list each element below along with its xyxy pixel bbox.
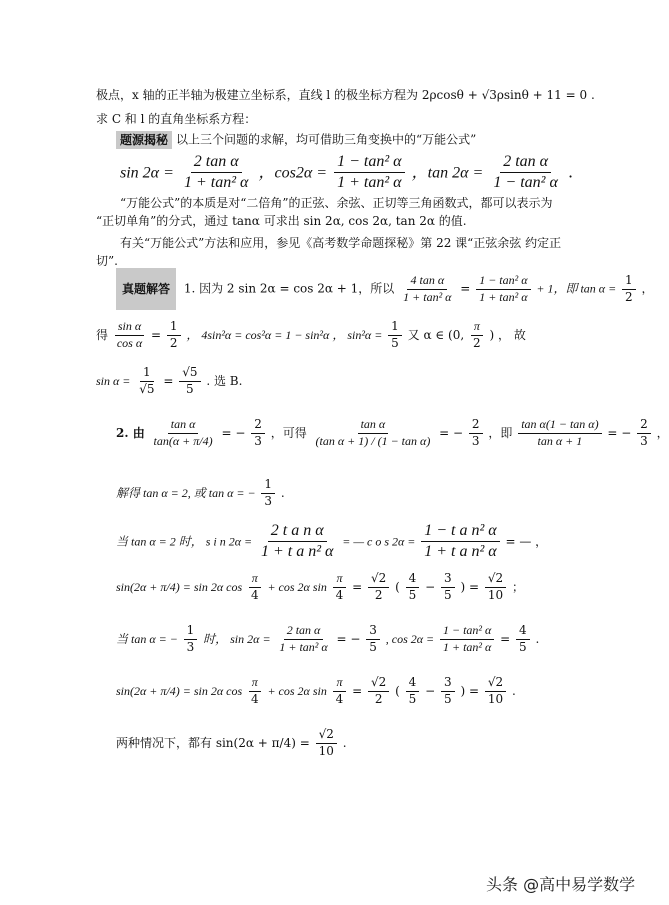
fraction: $\frac{\text{2 tan α}}{\text{1 + tan² α}}$ xyxy=(183,153,249,192)
fraction: $\frac{1}{√5}$ xyxy=(139,365,155,396)
fraction: $\frac{3}{5}$ xyxy=(441,572,455,603)
fraction: $\frac{\pi}{4}$ xyxy=(248,676,262,707)
fraction: $\frac{\text{2 tan α}}{\text{1 − tan² α}}$ xyxy=(493,153,558,192)
fraction: $\frac{1}{5}$ xyxy=(388,320,402,351)
answer-line-2: 得 $\frac{\text{sin α}}{\text{cos α}}$ = $\frac{1}{2}$ ， 4sin²α = cos²α = 1 − sin²α ， sin²α = $\frac{1}{5}$ 又 α ∈ (0, $\frac{\pi}{2}$ ) ， 故 xyxy=(96,319,526,350)
fraction: $\frac{\text{tan α(1 − tan α)}}{\text{tan α + 1}}$ xyxy=(518,418,601,449)
fraction: $\frac{1}{2}$ xyxy=(622,274,636,305)
fraction: $\frac{\pi}{4}$ xyxy=(248,572,262,603)
fraction: $\frac{4}{5}$ xyxy=(516,624,530,655)
fraction: $\frac{\text{tan α}}{\tan(\alpha + \pi/4)}$ xyxy=(153,417,213,448)
fraction: $\frac{3}{5}$ xyxy=(366,624,380,655)
answer-line-1: 真题解答 1. 因为 2 sin 2α = cos 2α + 1，所以 $\frac{\text{4 tan α}}{\text{1 + tan² α}}$ = $\frac{\text{1 − tan² α}}{\text{1 + tan² α}}$ + 1，即 tan α = $\frac{1}{2}$ ， xyxy=(116,268,654,310)
answer2-line-5: 当 tan α = − $\frac{1}{3}$ 时， sin 2α = $\frac{\text{2 tan α}}{\text{1 + tan² α}}$ = − $\frac{3}{5}$ , cos 2α = $\frac{\text{1 − tan² α}}{\text{1 + tan² α}}$ = $\frac{4}{5}$ . xyxy=(116,623,540,654)
fraction: $\frac{3}{5}$ xyxy=(441,676,455,707)
fraction: $\frac{\text{2 t a n α}}{\text{1 + t a n² α}}$ xyxy=(260,522,334,561)
watermark: 头条 @高中易学数学 xyxy=(486,875,636,894)
source-reveal-line: 题源揭秘 以上三个问题的求解，均可借助三角变换中的“万能公式” xyxy=(116,131,476,149)
fraction: $\frac{√2}{2}$ xyxy=(368,572,389,603)
answer2-line-6: sin(2α + π/4) = sin 2α cos $\frac{\pi}{4}$ + cos 2α sin $\frac{\pi}{4}$ = $\frac{√2}{2}$ ( $\frac{4}{5}$ − $\frac{3}{5}$ ) = $\frac{√2}{10}$ . xyxy=(116,675,516,706)
para-line-4: 切”. xyxy=(96,254,118,268)
para-line-3: 有关“万能公式”方法和应用，参见《高考数学命题探秘》第 22 课“正弦余弦 约定正 xyxy=(120,236,562,250)
fraction: $\frac{4}{5}$ xyxy=(406,572,420,603)
para-line-1: “万能公式”的本质是对“二倍角”的正弦、余弦、正切等三角函数式，都可以表示为 xyxy=(120,196,553,210)
fraction: $\frac{2}{3}$ xyxy=(637,418,651,449)
source-tag: 题源揭秘 xyxy=(116,131,172,149)
fraction: $\frac{\pi}{4}$ xyxy=(333,572,347,603)
fraction: $\frac{\text{1 − t a n² α}}{\text{1 + t a n² α}}$ xyxy=(421,522,499,562)
fraction: $\frac{\text{1 − tan² α}}{\text{1 + tan² α}}$ xyxy=(476,274,530,305)
fraction: $\frac{4}{5}$ xyxy=(406,676,420,707)
answer2-line-3: 当 tan α = 2 时， s i n 2α = $\frac{\text{2 t a n α}}{\text{1 + t a n² α}}$ = — c o s 2α = $\frac{\text{1 − t a n² α}}{\text{1 + t a n² α}}$ = — ， xyxy=(116,522,548,561)
fraction: $\frac{√2}{2}$ xyxy=(368,676,389,707)
para-line-2: “正切单角”的分式，通过 tanα 可求出 sin 2α, cos 2α, tan 2α 的值. xyxy=(96,214,467,228)
fraction: $\frac{\pi}{2}$ xyxy=(470,320,484,351)
fraction: $\frac{\text{tan α}}{\text{(tan α + 1) / (1 − tan α)}}$ xyxy=(315,417,431,448)
answer-tag: 真题解答 xyxy=(116,268,176,310)
answer-line-3: sin α = $\frac{1}{√5}$ = $\frac{√5}{5}$ . 选 B. xyxy=(96,365,243,396)
fraction: $\frac{\text{1 − tan² α}}{\text{1 + tan² α}}$ xyxy=(440,624,494,655)
answer2-line-7: 两种情况下，都有 sin(2α + π/4) = $\frac{√2}{10}$ . xyxy=(116,727,347,758)
fraction: $\frac{2}{3}$ xyxy=(251,418,265,449)
fraction: $\frac{\text{1 − tan² α}}{\text{1 + tan² α}}$ xyxy=(334,153,404,193)
fraction: $\frac{\text{2 tan α}}{\text{1 + tan² α}}$ xyxy=(279,623,328,654)
fraction: $\frac{\pi}{4}$ xyxy=(333,676,347,707)
fraction: $\frac{1}{3}$ xyxy=(184,624,198,655)
fraction: $\frac{√2}{10}$ xyxy=(316,728,337,759)
fraction: $\frac{\text{sin α}}{\text{cos α}}$ xyxy=(114,320,145,351)
fraction: $\frac{\text{4 tan α}}{\text{1 + tan² α}}$ xyxy=(403,272,452,304)
fraction: $\frac{1}{3}$ xyxy=(261,478,275,509)
text-line-2: 求 C 和 l 的直角坐标系方程： xyxy=(96,112,257,126)
fraction: $\frac{1}{2}$ xyxy=(167,320,181,351)
fraction: $\frac{√2}{10}$ xyxy=(485,676,506,707)
answer2-line-1: 2. 由 $\frac{\text{tan α}}{\tan(\alpha + \pi/4)}$ = − $\frac{2}{3}$ ，可得 $\frac{\text{tan α}}{\text{(tan α + 1) / (1 − tan α)}}$ = − $\frac{2}{3}$ ，即 $\frac{\text{tan α(1 − tan α)}}{\text{tan α + 1}}$ = − $\frac{2}{3}$ ， xyxy=(116,417,669,448)
answer2-line-2: 解得 tan α = 2, 或 tan α = − $\frac{1}{3}$ . xyxy=(116,477,285,508)
fraction: $\frac{√5}{5}$ xyxy=(179,366,200,397)
text-line-1: 极点，x 轴的正半轴为极建立坐标系，直线 l 的极坐标方程为 2ρcosθ + √3ρsinθ + 11 = 0 . xyxy=(96,88,595,102)
answer2-line-4: sin(2α + π/4) = sin 2α cos $\frac{\pi}{4}$ + cos 2α sin $\frac{\pi}{4}$ = $\frac{√2}{2}$ ( $\frac{4}{5}$ − $\frac{3}{5}$ ) = $\frac{√2}{10}$ ； xyxy=(116,571,524,602)
universal-formula-line: sin 2α = $\frac{\text{2 tan α}}{\text{1 + tan² α}}$ ，cos2α = $\frac{\text{1 − tan² α}}{\text{1 + tan² α}}$ ，tan 2α = $\frac{\text{2 tan α}}{\text{1 − tan² α}}$ . xyxy=(120,153,574,192)
fraction: $\frac{2}{3}$ xyxy=(469,418,483,449)
fraction: $\frac{√2}{10}$ xyxy=(485,572,506,603)
